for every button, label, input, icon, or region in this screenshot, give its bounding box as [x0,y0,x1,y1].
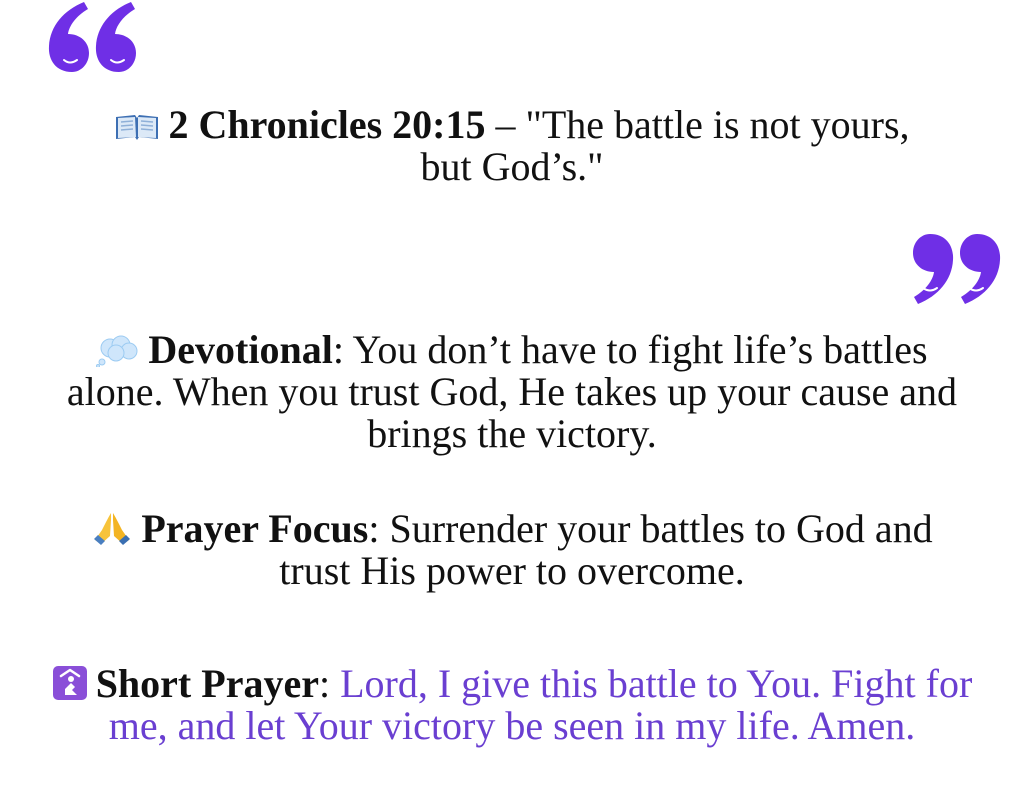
praying-hands-icon [91,510,133,546]
open-quote-icon [44,0,144,80]
short-prayer-colon: : [318,661,341,706]
short-prayer-line-2: me, and let Your victory be seen in my life. Amen. [108,703,916,748]
verse-block [0,104,1024,188]
verse-line-2: but God’s." [420,144,604,189]
place-of-worship-icon [52,665,88,701]
short-prayer-text-part-1: Lord, I give this battle to You. Fight for [340,661,973,706]
short-prayer-line-1 [0,663,1024,705]
prayer-focus-line-1 [0,508,1024,550]
devotional-line-1 [0,329,1024,371]
close-quote-icon [905,226,1005,306]
devotional-line-2: alone. When you trust God, He takes up your cause and [66,369,958,414]
prayer-focus-text-part-1: : Surrender your battles to God and [368,506,933,551]
short-prayer-label: Short Prayer [95,661,319,706]
verse-line-1 [0,104,1024,146]
short-prayer-block [0,663,1024,747]
devotional-line-3: brings the victory. [367,411,657,456]
verse-text-part-1: – "The battle is not yours, [485,102,910,147]
thought-bubble-icon [96,335,140,367]
verse-reference: 2 Chronicles 20:15 [168,102,486,147]
devotional-block [0,329,1024,455]
prayer-focus-line-2: trust His power to overcome. [279,548,745,593]
prayer-focus-block [0,508,1024,592]
devotional-label: Devotional [148,327,333,372]
open-book-icon [114,112,160,142]
devotional-text-part-1: : You don’t have to fight life’s battles [332,327,928,372]
prayer-focus-label: Prayer Focus [141,506,369,551]
